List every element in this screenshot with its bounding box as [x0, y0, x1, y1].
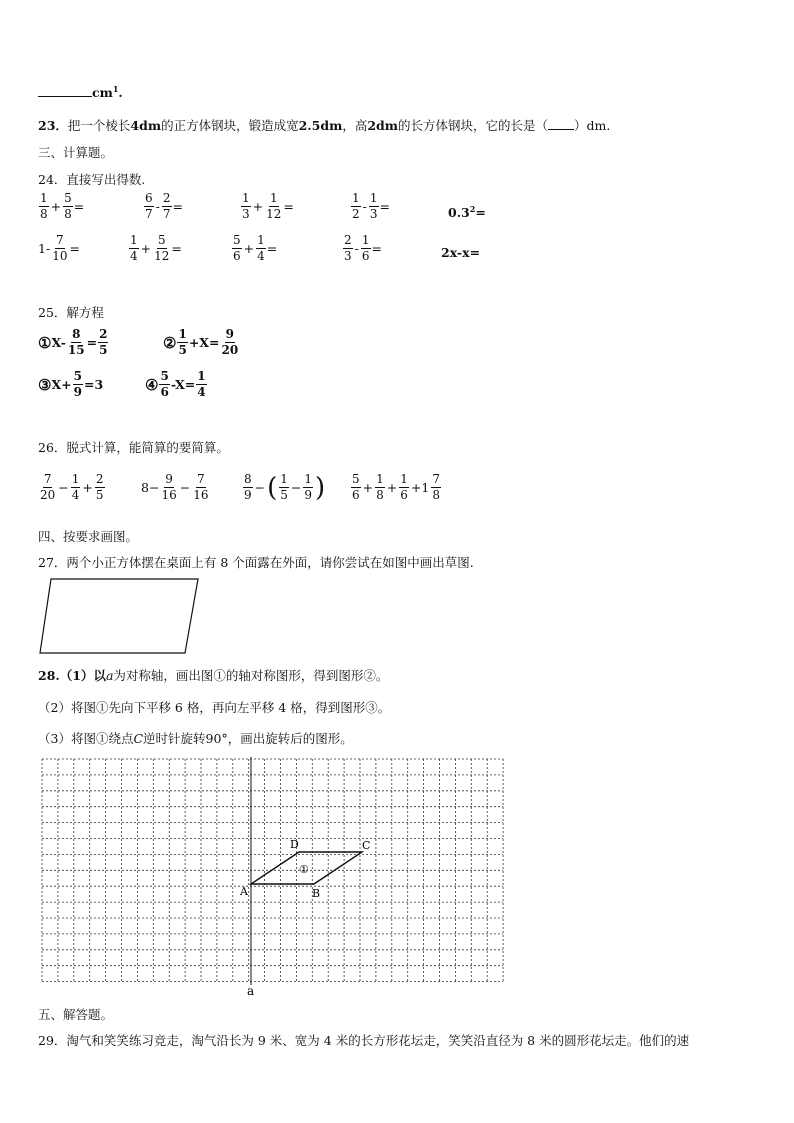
question-29: 29．淘气和笑笑练习竞走，淘气沿长为 9 米、宽为 4 米的长方形花坛走，笑笑沿直径为 8 米的圆形花坛走。他们的速: [38, 1033, 690, 1048]
question-27: 27．两个小正方体摆在桌面上有 8 个面露在外面，请你尝试在如图中画出草图.: [38, 555, 474, 570]
point-a-label: A: [240, 885, 248, 898]
q26-expr-4: $\frac{5}{6}$ + $\frac{1}{8}$ + $\frac{1}{6}$ +1 $\frac{7}{8}$: [352, 472, 440, 502]
answer-line-top: $cm^1$.: [38, 84, 123, 100]
section-5-heading: 五、解答题。: [38, 1007, 114, 1022]
q24-expr-3: $\frac{1}{3}$ + $\frac{1}{12}$ =: [242, 191, 294, 221]
axis-a-label: a: [247, 984, 255, 997]
q26-expr-2: 8− $\frac{9}{16}$ − $\frac{7}{16}$: [141, 472, 209, 502]
q26-expr-3: $\frac{8}{9}$ − ( $\frac{1}{5}$ − $\frac{1}{9}$ ): [244, 472, 326, 503]
q25-equation-1: ① X- $\frac{8}{15}$ = $\frac{2}{5}$: [38, 327, 108, 357]
q24-expr-8: $\frac{5}{6}$ + $\frac{1}{4}$ =: [233, 233, 278, 263]
q26-expr-1: $\frac{7}{20}$ − $\frac{1}{4}$ + $\frac{2}{5}$: [40, 472, 104, 502]
question-24-title: 24．直接写出得数.: [38, 172, 146, 187]
point-b-label: B: [312, 887, 321, 900]
q28-grid-figure: [40, 757, 514, 997]
q24-expr-6: 1- $\frac{7}{10}$ =: [38, 233, 80, 263]
figure-1-label: ①: [299, 863, 309, 876]
point-d-label: D: [290, 838, 299, 851]
parallelogram-outline: [40, 579, 198, 653]
question-26-title: 26．脱式计算，能简算的要简算。: [38, 440, 229, 455]
q24-expr-9: $\frac{2}{3}$ - $\frac{1}{6}$ =: [344, 233, 382, 263]
q25-equation-3: ③ X+ $\frac{5}{9}$ =3: [38, 369, 104, 399]
q25-equation-2: ② $\frac{1}{5}$ +X= $\frac{9}{20}$: [163, 327, 239, 357]
q24-expr-1: $\frac{1}{8}$ + $\frac{5}{8}$ =: [40, 191, 85, 221]
section-4-heading: 四、按要求画图。: [38, 529, 139, 544]
question-28-part-2: （2）将图①先向下平移 6 格，再向左平移 4 格，得到图形③。: [38, 700, 391, 715]
q25-equation-4: ④ $\frac{5}{6}$ -X= $\frac{1}{4}$: [145, 369, 206, 399]
answer-blank: [38, 84, 92, 97]
answer-blank: [548, 117, 574, 130]
point-c-label: C: [362, 839, 371, 852]
q24-expr-5: $0.3^2=$: [448, 204, 486, 221]
q24-expr-10: 2x-x=: [441, 245, 481, 260]
q24-expr-7: $\frac{1}{4}$ + $\frac{5}{12}$ =: [130, 233, 182, 263]
section-3-heading: 三、计算题。: [38, 145, 114, 160]
question-28-part-3: （3）将图①绕点C逆时针旋转90°，画出旋转后的图形。: [38, 731, 353, 746]
q24-expr-4: $\frac{1}{2}$ - $\frac{1}{3}$ =: [352, 191, 390, 221]
q27-parallelogram-figure: [38, 577, 203, 657]
question-25-title: 25．解方程: [38, 305, 104, 320]
question-23: 23．把一个棱长4dm的正方体钢块，锻造成宽2.5dm，高2dm的长方体钢块，它的长是（ ）dm.: [38, 118, 611, 133]
q24-expr-2: $\frac{6}{7}$ - $\frac{2}{7}$ =: [145, 191, 183, 221]
question-28-part-1: 28.（1）以a为对称轴，画出图①的轴对称图形，得到图形②。: [38, 668, 389, 683]
